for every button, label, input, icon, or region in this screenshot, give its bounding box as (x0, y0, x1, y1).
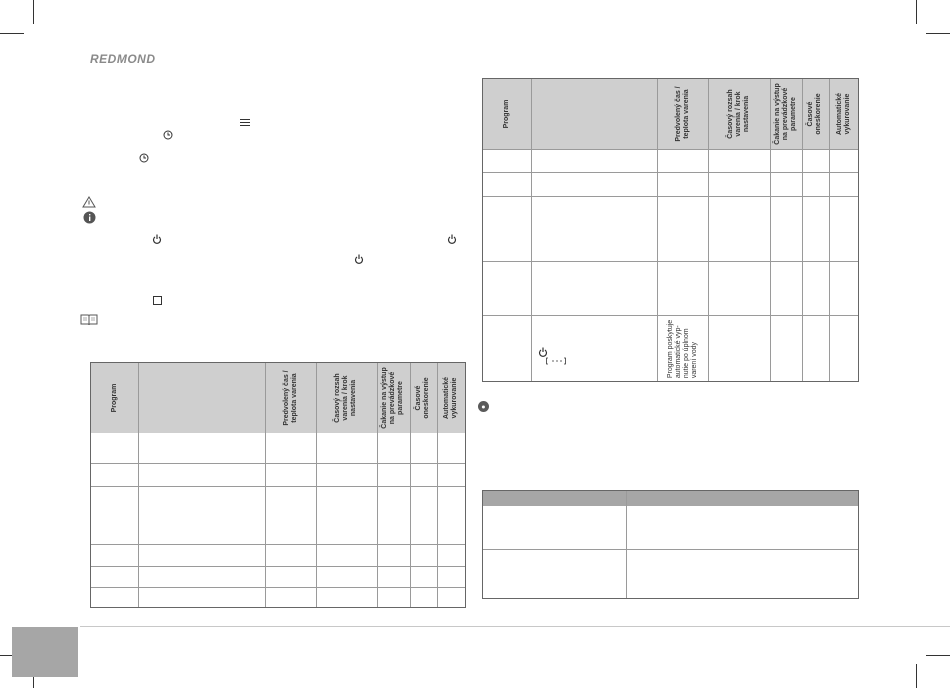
display-segment-icon (546, 357, 566, 368)
crop-mark (916, 664, 917, 688)
col-divider (770, 79, 771, 381)
col-divider (657, 79, 658, 381)
power-icon (447, 234, 457, 247)
page-number-box (12, 627, 78, 677)
col-header-auto: Automatické vykurovanie (443, 376, 458, 420)
brand-logo: REDMOND (90, 52, 156, 66)
row-divider (91, 587, 465, 588)
col-header-delay: Časové oneskorenie (415, 377, 430, 419)
book-icon (80, 314, 98, 329)
row-divider (483, 172, 858, 173)
row-divider (483, 549, 858, 550)
crop-mark (926, 33, 950, 34)
col-divider (829, 79, 830, 381)
clock-icon (163, 130, 173, 143)
col-divider (708, 79, 709, 381)
col-divider (531, 79, 532, 381)
col-header-wait: Čakanie na výstup na prevádzkové parametre (774, 83, 797, 145)
info-table (482, 490, 859, 599)
col-divider (138, 363, 139, 607)
crop-mark (916, 0, 917, 24)
col-header-wait: Čakanie na výstup na prevádzkové parametre (381, 367, 404, 429)
row-divider (91, 566, 465, 567)
crop-mark (33, 0, 34, 24)
table-header (483, 491, 858, 506)
col-header-preset: Predvolený čas / tepIota varenia (675, 86, 690, 142)
menu-icon (240, 119, 250, 129)
col-divider (410, 363, 411, 607)
row-divider (91, 486, 465, 487)
col-divider (437, 363, 438, 607)
crop-mark (926, 655, 950, 656)
col-divider (316, 363, 317, 607)
col-header-range: Časový rozsah varenia / krok nastavenia (727, 89, 750, 139)
col-divider (265, 363, 266, 607)
table-header (91, 363, 465, 433)
row-divider (91, 544, 465, 545)
info-icon (83, 211, 96, 227)
circle-badge-icon: ● (478, 401, 489, 412)
row-divider (483, 196, 858, 197)
col-header-preset: Predvolený čas / tepIota varenia (283, 370, 298, 426)
row-divider (483, 315, 858, 316)
auto-off-note: Program poskytuje automatické vyp- nutie po úplnom varení vody (667, 319, 698, 379)
power-icon (152, 234, 162, 247)
row-divider (483, 149, 858, 150)
col-divider (802, 79, 803, 381)
crop-mark (0, 33, 24, 34)
footer-rule (80, 626, 950, 627)
col-header-delay: Časové oneskorenie (807, 93, 822, 135)
program-table-right (482, 78, 859, 382)
col-header-range: Časový rozsah varenia / krok nastavenia (334, 373, 357, 423)
col-divider (377, 363, 378, 607)
power-icon (354, 254, 364, 267)
col-header-program: Program (503, 99, 510, 129)
square-icon (153, 296, 162, 305)
col-header-program: Program (111, 383, 118, 413)
row-divider (483, 261, 858, 262)
col-header-auto: Automatické vykurovanie (836, 92, 851, 136)
col-divider (626, 491, 627, 598)
row-divider (91, 463, 465, 464)
program-table-left (90, 362, 466, 608)
warning-icon (82, 196, 96, 211)
clock-icon (139, 153, 149, 166)
